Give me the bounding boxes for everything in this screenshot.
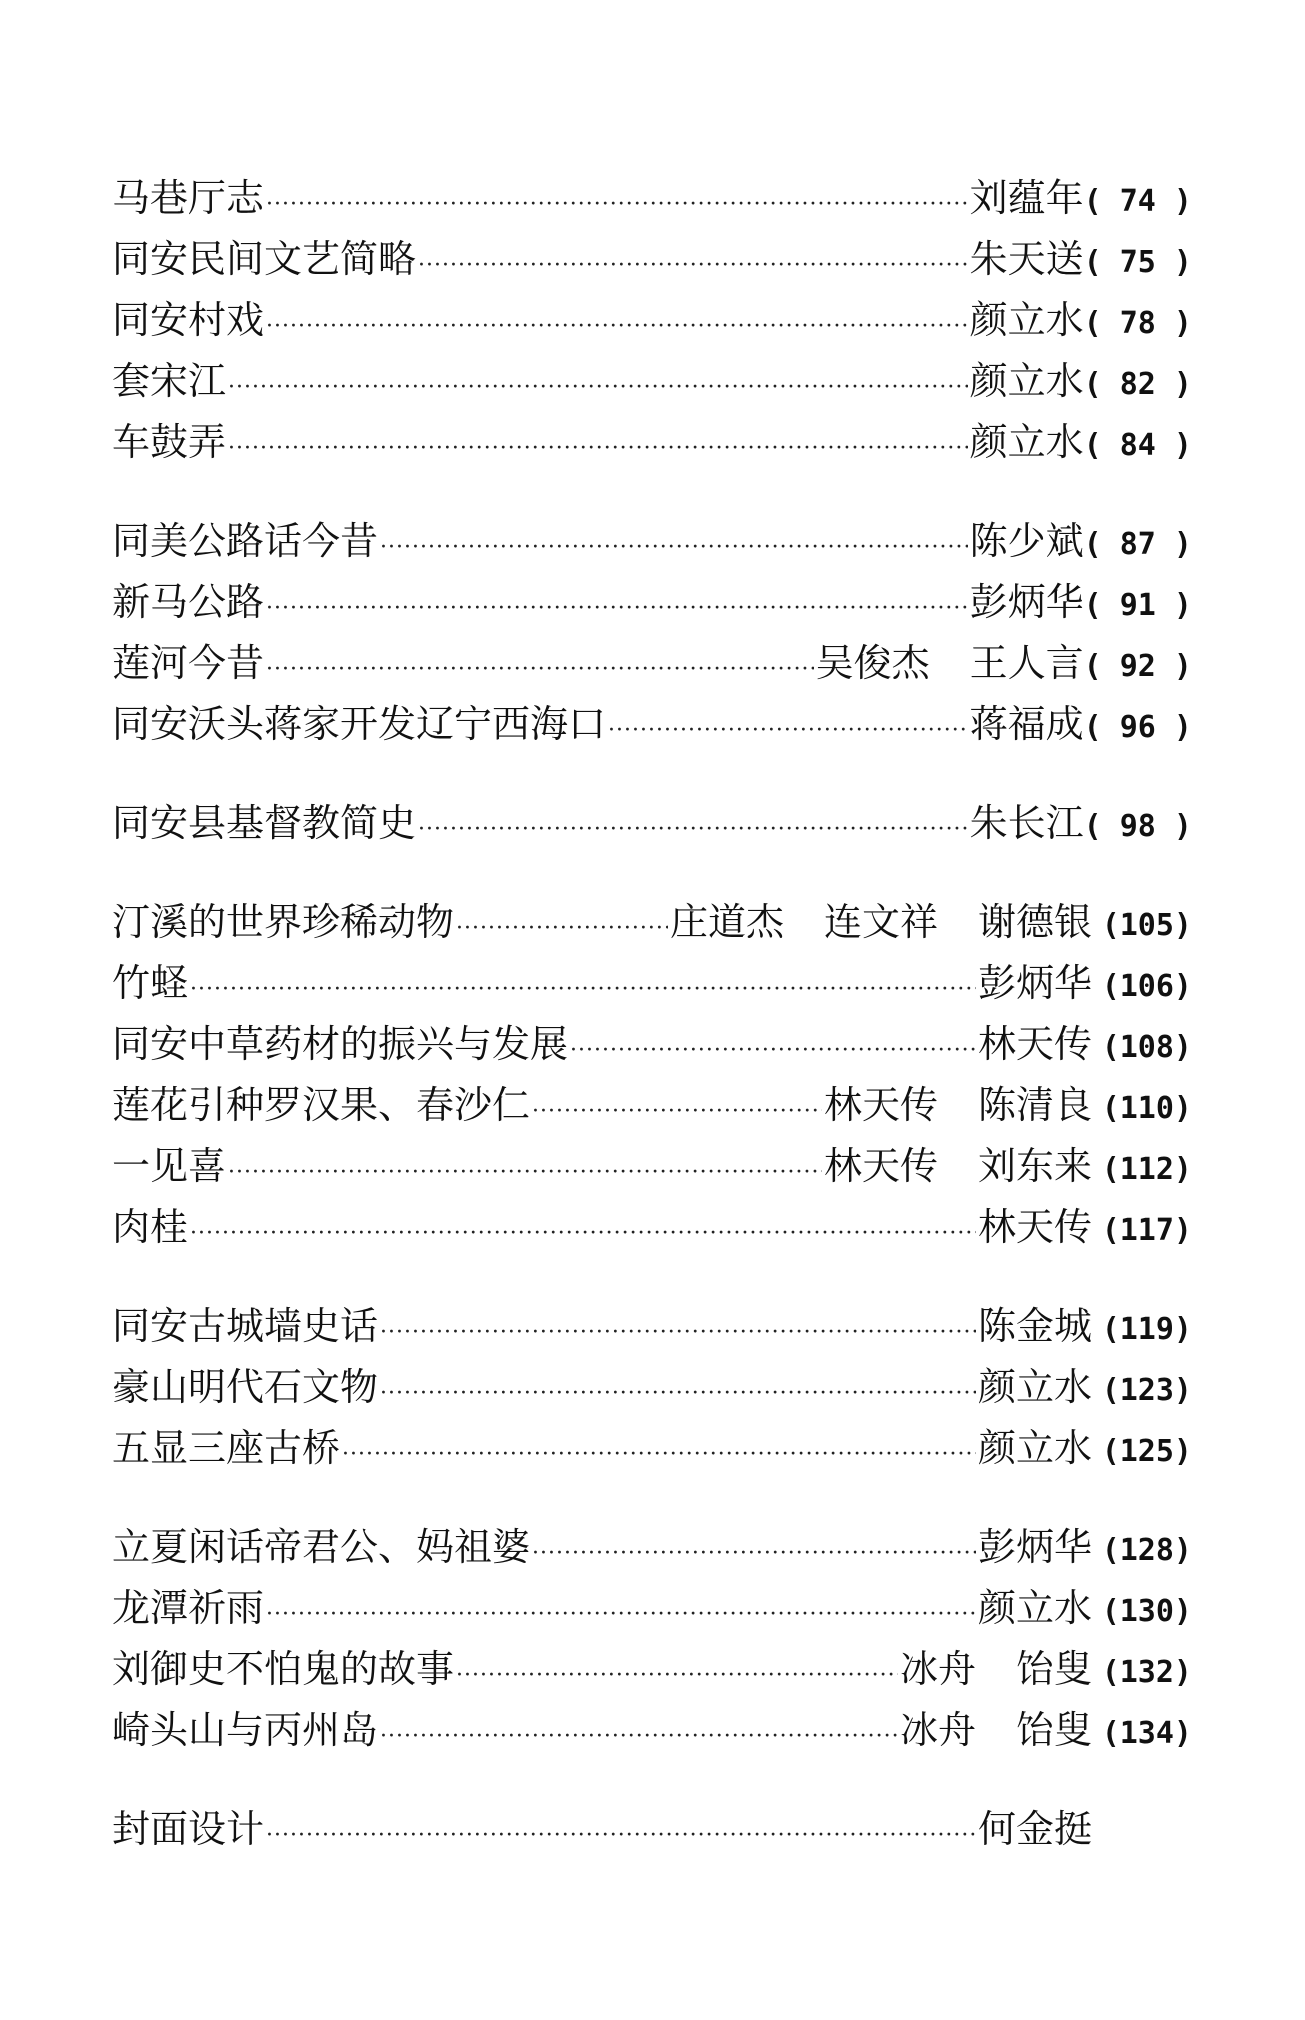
dot-leader: [418, 235, 968, 296]
entry-page-number: ( 78 ): [1083, 306, 1192, 341]
entry-authors: [900, 1700, 1092, 1761]
entry-title: 同安民间文艺简略: [112, 237, 417, 281]
entry-page-number: ( 84 ): [1083, 428, 1192, 463]
entry-authors: [900, 1639, 1092, 1700]
entry-author: 林天传: [977, 1022, 1092, 1066]
entry-author: 王人言: [969, 641, 1084, 685]
entry-authors: [970, 694, 1084, 755]
entry-title: 龙潭祈雨: [112, 1586, 265, 1630]
entry-page-number: (117): [1101, 1213, 1192, 1248]
entry-authors: [970, 168, 1084, 229]
entry-authors: [824, 1075, 1092, 1136]
entry-authors: [978, 953, 1092, 1014]
entry-authors: [970, 572, 1084, 633]
dot-leader: [532, 1081, 822, 1142]
toc-entry: [112, 694, 1192, 755]
entry-page-number: (132): [1101, 1655, 1192, 1690]
dot-leader: [228, 1142, 822, 1203]
entry-authors: [670, 892, 1092, 953]
entry-page-number: (130): [1101, 1594, 1192, 1629]
entry-author: 朱长江: [969, 801, 1084, 845]
entry-authors: [970, 229, 1084, 290]
entry-page-number: ( 87 ): [1083, 527, 1192, 562]
toc-entry: [112, 511, 1192, 572]
entry-author: 颜立水: [977, 1586, 1092, 1630]
entry-page-number: ( 82 ): [1083, 367, 1192, 402]
entry-author: 林天传: [977, 1205, 1092, 1249]
toc-entry: [112, 1136, 1192, 1197]
toc-entry: [112, 1014, 1192, 1075]
entry-title: 五显三座古桥: [112, 1426, 341, 1470]
toc-entry: [112, 229, 1192, 290]
entry-authors: [970, 412, 1084, 473]
entry-author: 谢德银: [977, 900, 1092, 944]
toc-group: [112, 793, 1192, 854]
entry-title: 莲花引种罗汉果、春沙仁: [112, 1083, 531, 1127]
dot-leader: [190, 1203, 976, 1264]
toc-entry: [112, 168, 1192, 229]
entry-authors: [978, 1357, 1092, 1418]
entry-author: 何金挺: [977, 1807, 1092, 1851]
toc-entry: [112, 1197, 1192, 1258]
entry-author: 颜立水: [969, 420, 1084, 464]
entry-author: 颜立水: [977, 1426, 1092, 1470]
entry-page-number: (119): [1101, 1312, 1192, 1347]
dot-leader: [380, 1706, 898, 1767]
toc-entry: [112, 953, 1192, 1014]
entry-page-number: (128): [1101, 1533, 1192, 1568]
entry-authors: [978, 1197, 1092, 1258]
entry-authors: [978, 1578, 1092, 1639]
entry-page-number: (110): [1101, 1091, 1192, 1126]
entry-page-number: ( 96 ): [1083, 710, 1192, 745]
toc-group: [112, 892, 1192, 1258]
entry-page-number: (134): [1101, 1716, 1192, 1751]
dot-leader: [570, 1020, 976, 1081]
entry-title: 豪山明代石文物: [112, 1365, 379, 1409]
entry-title: 立夏闲话帝君公、妈祖婆: [112, 1525, 531, 1569]
entry-authors: [978, 1014, 1092, 1075]
entry-authors: [970, 793, 1084, 854]
dot-leader: [228, 357, 968, 418]
entry-author: 连文祥: [823, 900, 938, 944]
entry-page-number: ( 98 ): [1083, 809, 1192, 844]
entry-author: 冰舟: [899, 1708, 976, 1752]
dot-leader: [190, 959, 976, 1020]
entry-author: 陈少斌: [969, 519, 1084, 563]
entry-page-number: (112): [1101, 1152, 1192, 1187]
entry-author: 庄道杰: [669, 900, 784, 944]
dot-leader: [418, 799, 968, 860]
dot-leader: [456, 898, 668, 959]
dot-leader: [266, 578, 968, 639]
entry-title: 同安村戏: [112, 298, 265, 342]
entry-page-number: (125): [1101, 1434, 1192, 1469]
toc-entry: [112, 1700, 1192, 1761]
entry-author: 彭炳华: [969, 580, 1084, 624]
entry-author: 林天传: [823, 1144, 938, 1188]
toc-entry: [112, 1639, 1192, 1700]
entry-title: 竹蛏: [112, 961, 189, 1005]
dot-leader: [342, 1424, 976, 1485]
entry-title: 崎头山与丙州岛: [112, 1708, 379, 1752]
entry-title: 莲河今昔: [112, 641, 265, 685]
entry-author: 彭炳华: [977, 1525, 1092, 1569]
entry-authors: [816, 633, 1084, 694]
entry-title: 封面设计: [112, 1807, 265, 1851]
entry-author: 刘东来: [977, 1144, 1092, 1188]
entry-author: 饴叟: [1015, 1647, 1092, 1691]
entry-author: 陈金城: [977, 1304, 1092, 1348]
entry-authors: [824, 1136, 1092, 1197]
dot-leader: [266, 296, 968, 357]
entry-title: 同美公路话今昔: [112, 519, 379, 563]
table-of-contents: [112, 168, 1192, 1860]
entry-page-number: ( 91 ): [1083, 588, 1192, 623]
entry-authors: [978, 1517, 1092, 1578]
toc-entry: [112, 633, 1192, 694]
entry-title: 同安沃头蒋家开发辽宁西海口: [112, 702, 607, 746]
toc-entry: [112, 351, 1192, 412]
toc-entry: [112, 412, 1192, 473]
entry-page-number: ( 92 ): [1083, 649, 1192, 684]
entry-authors: [970, 511, 1084, 572]
toc-entry: [112, 1418, 1192, 1479]
entry-author: 蒋福成: [969, 702, 1084, 746]
dot-leader: [266, 174, 968, 235]
entry-title: 一见喜: [112, 1144, 227, 1188]
entry-authors: [978, 1799, 1092, 1860]
entry-authors: [970, 351, 1084, 412]
dot-leader: [456, 1645, 898, 1706]
dot-leader: [266, 639, 814, 700]
entry-title: 同安古城墙史话: [112, 1304, 379, 1348]
entry-author: 朱天送: [969, 237, 1084, 281]
toc-group: [112, 1517, 1192, 1761]
entry-author: 饴叟: [1015, 1708, 1092, 1752]
entry-authors: [978, 1418, 1092, 1479]
toc-entry: [112, 1578, 1192, 1639]
entry-author: 彭炳华: [977, 961, 1092, 1005]
entry-author: 颜立水: [969, 359, 1084, 403]
toc-entry: [112, 1357, 1192, 1418]
dot-leader: [380, 1302, 976, 1363]
entry-author: 颜立水: [969, 298, 1084, 342]
entry-page-number: (106): [1101, 969, 1192, 1004]
toc-group: [112, 168, 1192, 473]
toc-entry: [112, 1517, 1192, 1578]
entry-authors: [970, 290, 1084, 351]
dot-leader: [608, 700, 968, 761]
entry-title: 车鼓弄: [112, 420, 227, 464]
toc-entry: [112, 892, 1192, 953]
entry-author: 颜立水: [977, 1365, 1092, 1409]
entry-title: 肉桂: [112, 1205, 189, 1249]
entry-title: 马巷厅志: [112, 176, 265, 220]
entry-author: 陈清良: [977, 1083, 1092, 1127]
entry-page-number: ( 75 ): [1083, 245, 1192, 280]
entry-page-number: (108): [1101, 1030, 1192, 1065]
entry-title: 套宋江: [112, 359, 227, 403]
dot-leader: [532, 1523, 976, 1584]
entry-author: 刘蕴年: [969, 176, 1084, 220]
toc-entry: [112, 793, 1192, 854]
entry-authors: [978, 1296, 1092, 1357]
dot-leader: [228, 418, 968, 479]
entry-title: 刘御史不怕鬼的故事: [112, 1647, 455, 1691]
dot-leader: [380, 517, 968, 578]
toc-entry: [112, 1075, 1192, 1136]
toc-entry: [112, 572, 1192, 633]
entry-author: 林天传: [823, 1083, 938, 1127]
entry-title: 新马公路: [112, 580, 265, 624]
entry-title: 同安中草药材的振兴与发展: [112, 1022, 569, 1066]
toc-group: [112, 511, 1192, 755]
entry-author: 冰舟: [899, 1647, 976, 1691]
entry-page-number: (123): [1101, 1373, 1192, 1408]
toc-entry: [112, 290, 1192, 351]
entry-page-number: ( 74 ): [1083, 184, 1192, 219]
dot-leader: [266, 1805, 976, 1866]
dot-leader: [380, 1363, 976, 1424]
entry-title: 同安县基督教简史: [112, 801, 417, 845]
dot-leader: [266, 1584, 976, 1645]
toc-group: [112, 1296, 1192, 1479]
toc-entry: [112, 1799, 1192, 1860]
toc-entry: [112, 1296, 1192, 1357]
entry-title: 汀溪的世界珍稀动物: [112, 900, 455, 944]
entry-page-number: (105): [1101, 908, 1192, 943]
toc-group: [112, 1799, 1192, 1860]
entry-author: 吴俊杰: [815, 641, 930, 685]
